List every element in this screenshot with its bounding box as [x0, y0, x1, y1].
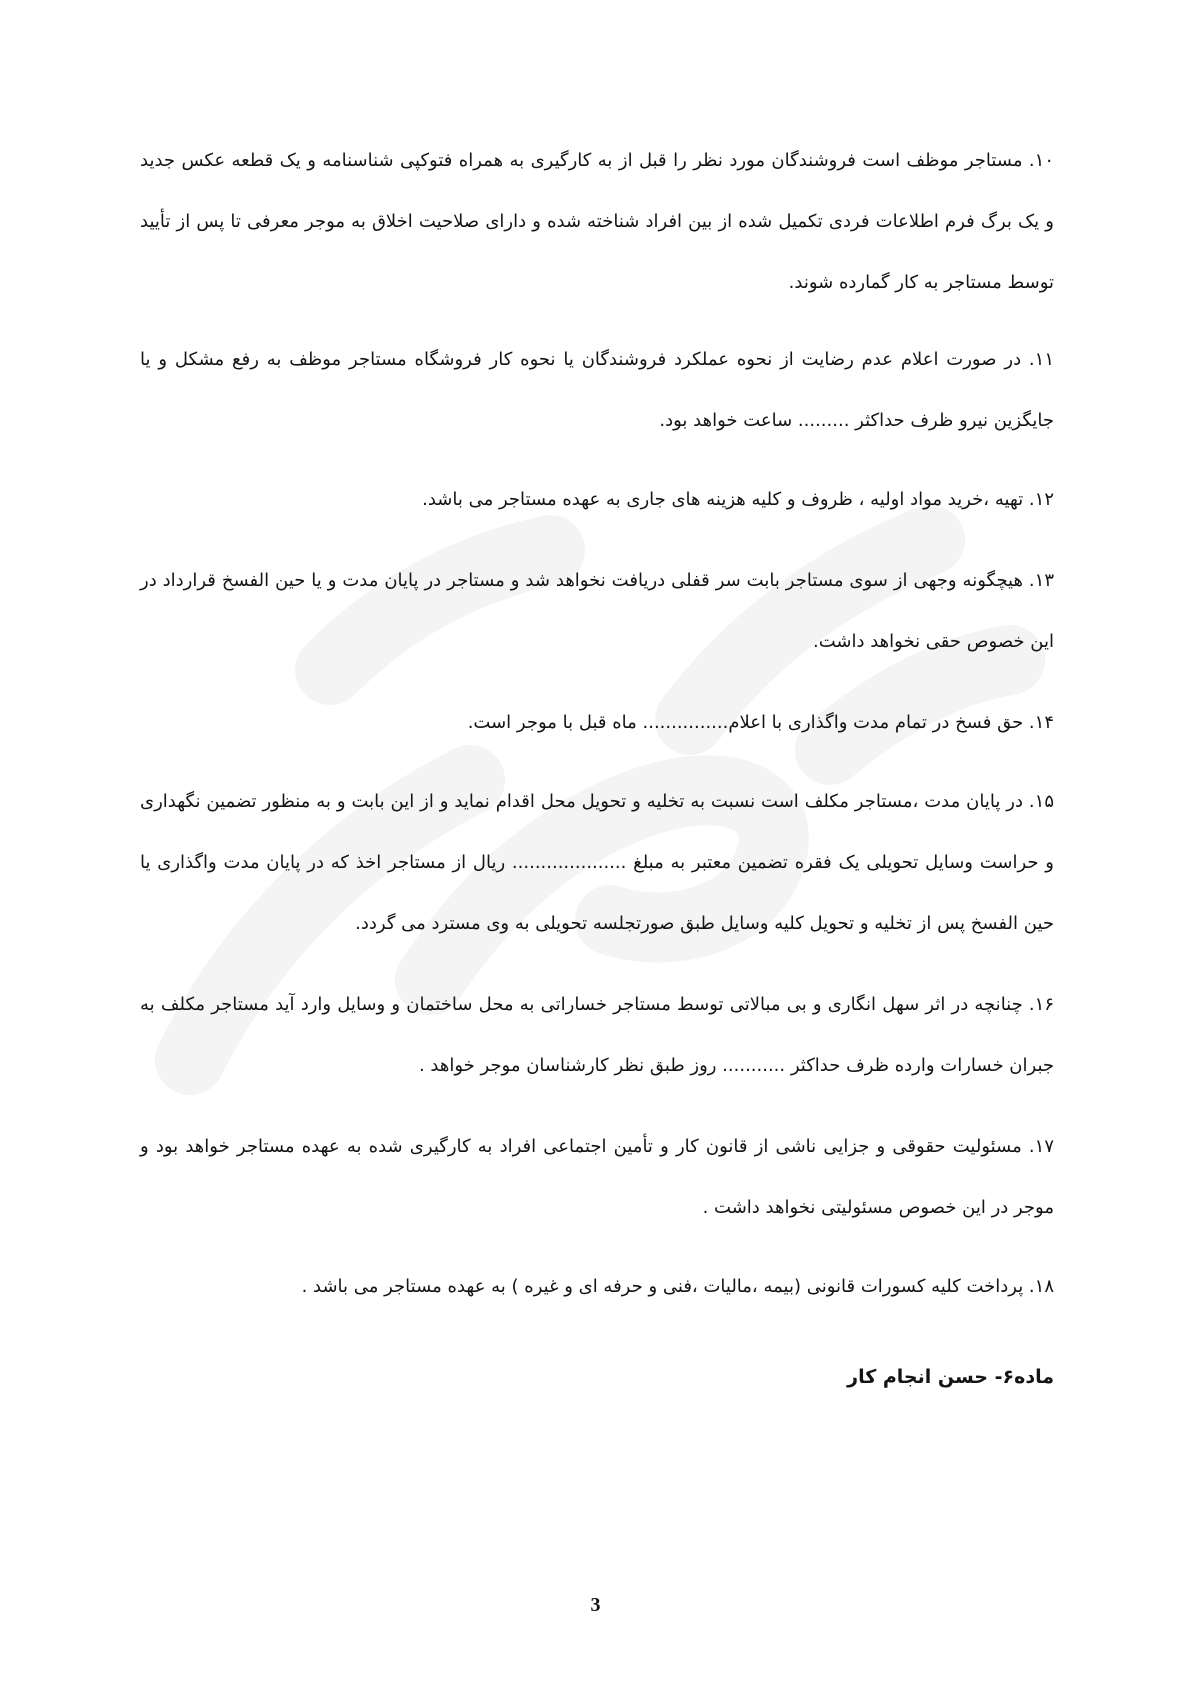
clause-16: ۱۶. چنانچه در اثر سهل انگاری و بی مبالاتی توسط مستاجر خساراتی به محل ساختمان و وسایل وارد آید مستاجر مکلف به جبران خسارات وارده ظرف حداکثر ........... روز طبق نظر کارشناسان موجر خواهد .	[140, 994, 1054, 1076]
clause-15: ۱۵. در پایان مدت ،مستاجر مکلف است نسبت به تخلیه و تحویل محل اقدام نماید و از این بابت و به منظور تضمین نگهداری و حراست وسایل تحویلی یک فقره تضمین معتبر به مبلغ .................... ریال از مستاجر اخذ که در پایان مدت واگذاری یا حین الفسخ پس از تخلیه و تحویل کلیه وسایل طبق صورتجلسه تحویلی به وی مسترد می گردد.	[140, 791, 1054, 934]
clause-10: ۱۰. مستاجر موظف است فروشندگان مورد نظر را قبل از به کارگیری به همراه فتوکپی شناسنامه و یک قطعه عکس جدید و یک برگ فرم اطلاعات فردی تکمیل شده از بین افراد شناخته شده و دارای صلاحیت اخلاق به موجر معرفی تا پس از تأیید توسط مستاجر به کار گمارده شوند.	[140, 150, 1054, 293]
clause-18: ۱۸. پرداخت کلیه کسورات قانونی (بیمه ،مالیات ،فنی و حرفه ای و غیره ) به عهده مستاجر می باشد .	[301, 1276, 1054, 1297]
clause-14: ۱۴. حق فسخ در تمام مدت واگذاری با اعلام............... ماه قبل با موجر است.	[467, 712, 1054, 733]
clause-11: ۱۱. در صورت اعلام عدم رضایت از نحوه عملکرد فروشندگان یا نحوه کار فروشگاه مستاجر موظف به رفع مشکل و یا جایگزین نیرو ظرف حداکثر ......... ساعت خواهد بود.	[140, 349, 1054, 431]
clause-12: ۱۲. تهیه ،خرید مواد اولیه ، ظروف و کلیه هزینه های جاری به عهده مستاجر می باشد.	[422, 489, 1054, 510]
document-body	[140, 130, 1054, 1397]
clause-17: ۱۷. مسئولیت حقوقی و جزایی ناشی از قانون کار و تأمین اجتماعی افراد به کارگیری شده به عهده مستاجر خواهد بود و موجر در این خصوص مسئولیتی نخواهد داشت .	[140, 1136, 1054, 1218]
page-number: 3	[590, 1594, 601, 1616]
clause-13: ۱۳. هیچگونه وجهی از سوی مستاجر بابت سر قفلی دریافت نخواهد شد و مستاجر در پایان مدت و یا حین الفسخ قرارداد در این خصوص حقی نخواهد داشت.	[140, 570, 1054, 652]
section-heading: ماده۶- حسن انجام کار	[847, 1366, 1054, 1388]
